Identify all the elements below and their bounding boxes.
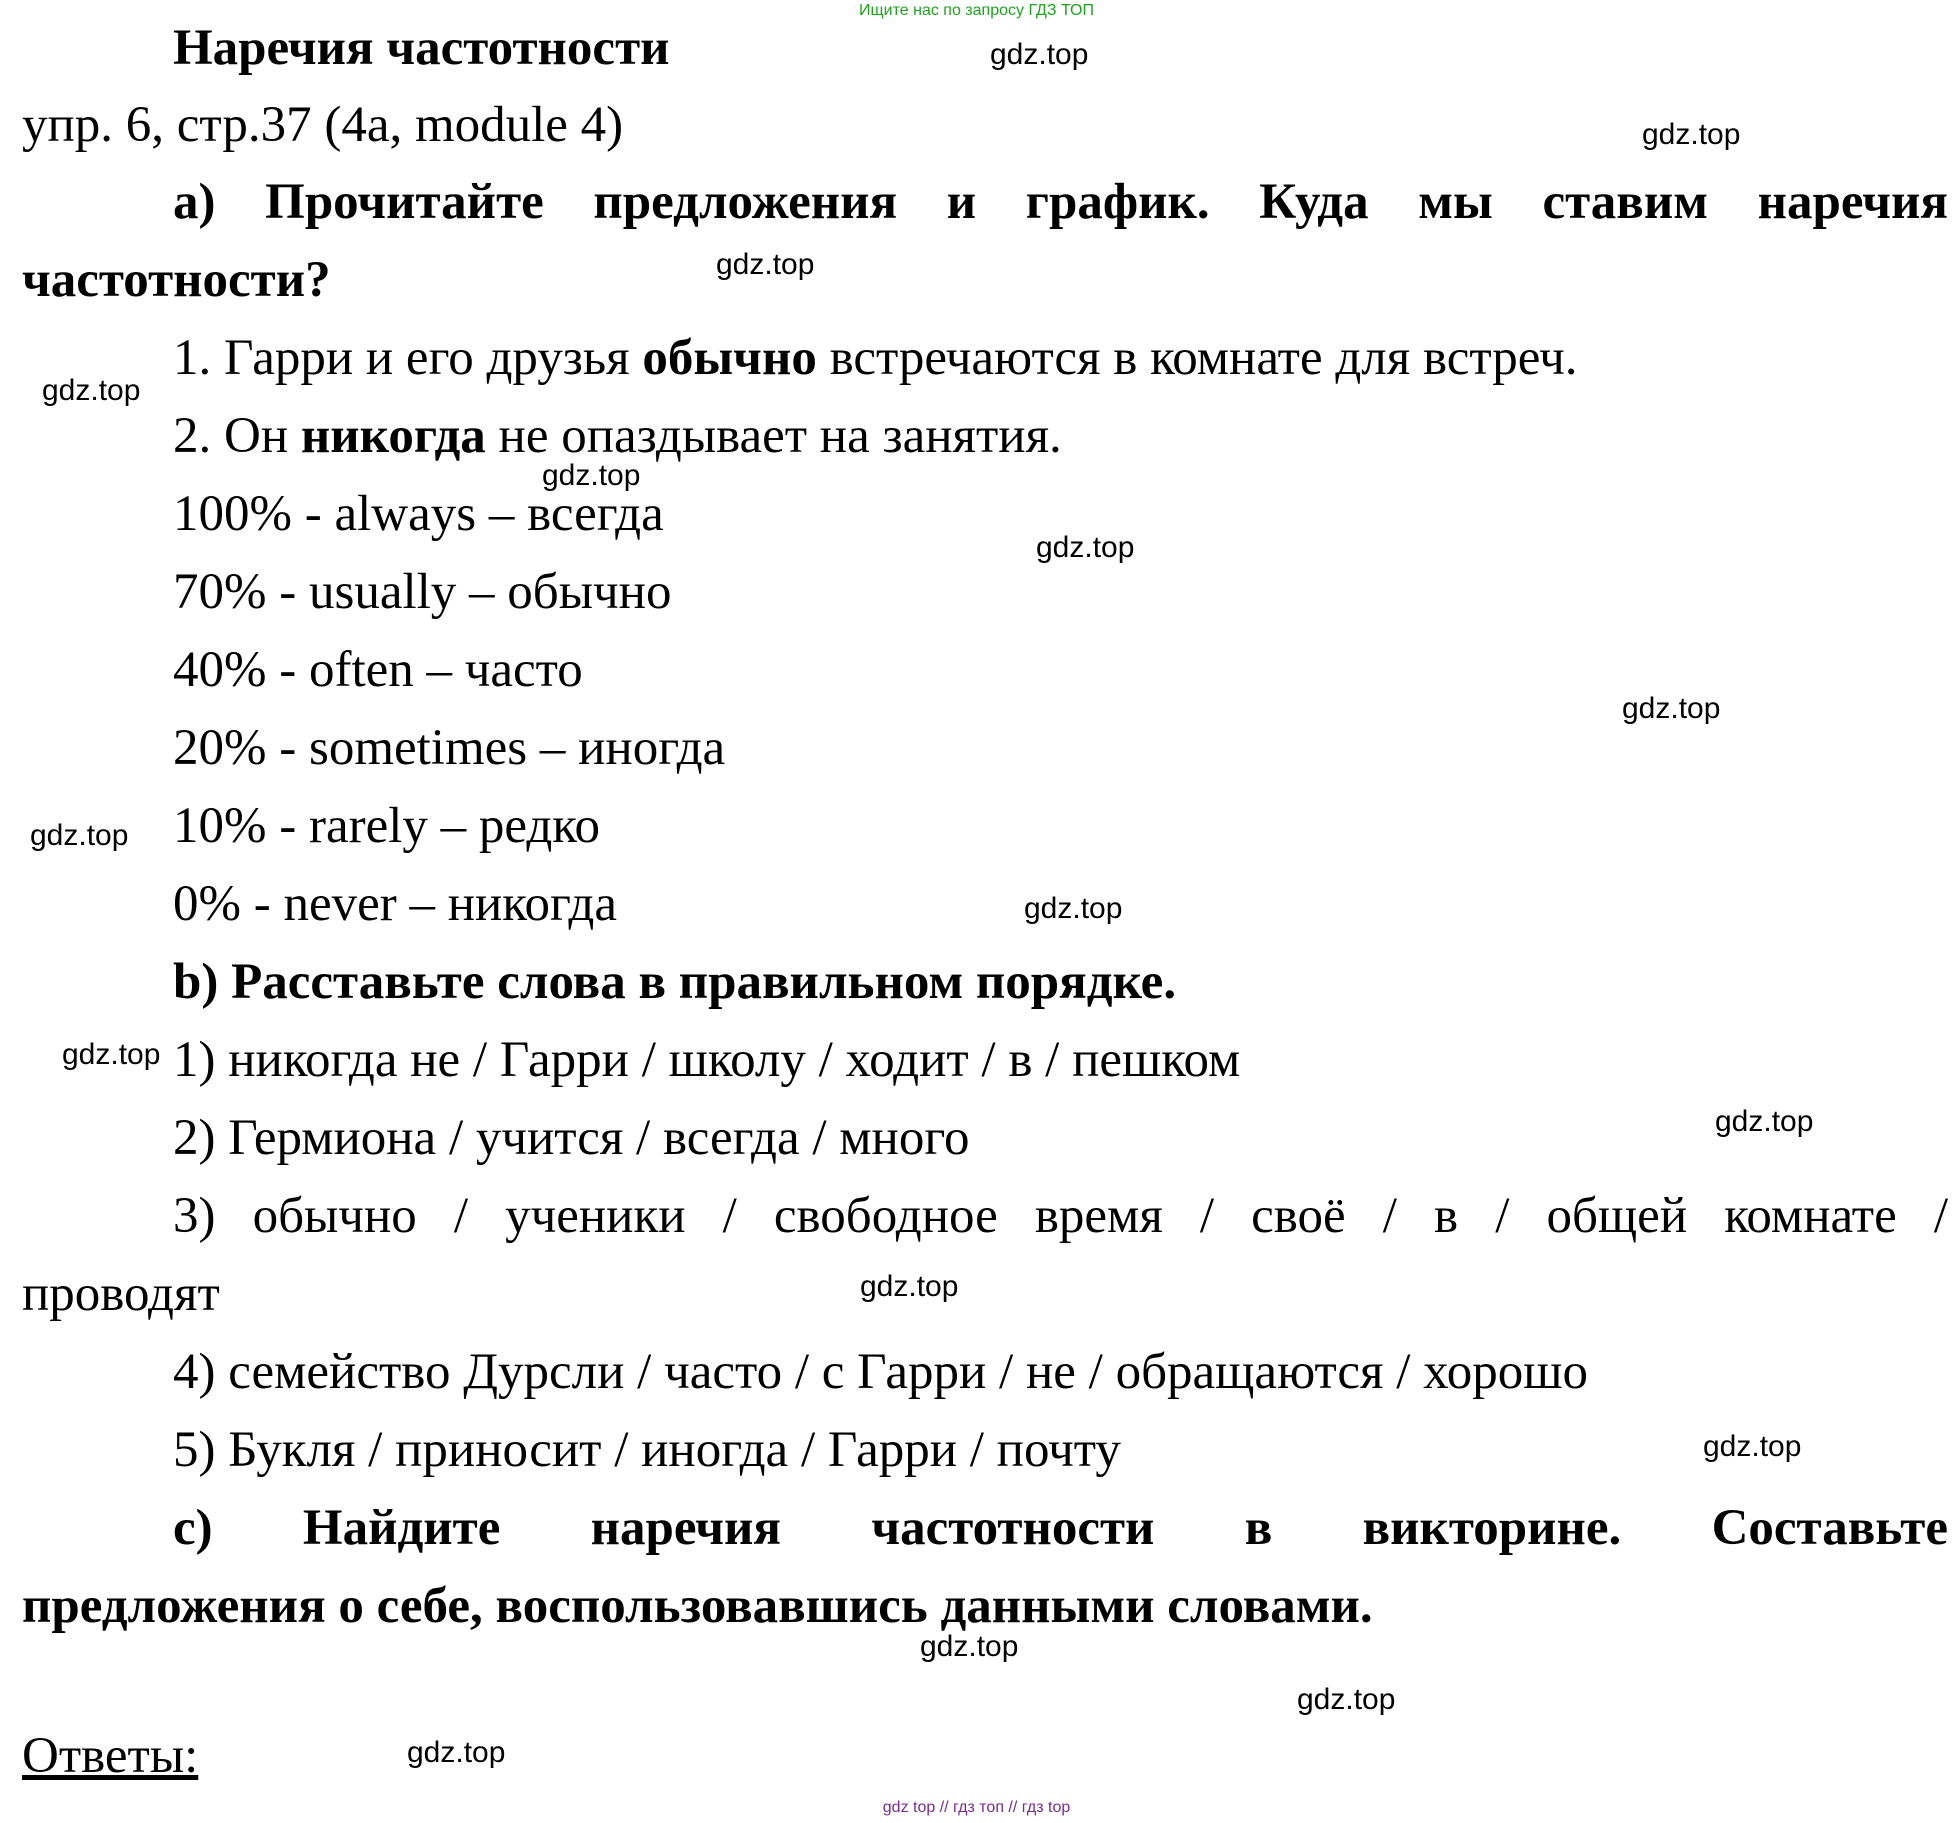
frequency-rarely: 10% - rarely – редко <box>173 798 600 854</box>
watermark: gdz.top <box>1703 1430 1802 1463</box>
example-sentence-2 <box>173 406 1062 466</box>
header-note[interactable]: Ищите нас по запросу ГДЗ ТОП <box>859 2 1094 19</box>
watermark: gdz.top <box>1622 692 1721 725</box>
sentence-2-adverb: никогда <box>300 408 486 464</box>
frequency-always: 100% - always – всегда <box>173 486 664 542</box>
frequency-usually: 70% - usually – обычно <box>173 564 672 620</box>
sentence-1-prefix: 1. Гарри и его друзья <box>173 330 643 386</box>
watermark: gdz.top <box>860 1270 959 1303</box>
task-b-item-4: 4) семейство Дурсли / часто / с Гарри / не / обращаются / хорошо <box>173 1344 1589 1400</box>
task-b-item-3-line1: 3) обычно / ученики / свободное время / своё / в / общей комнате / <box>173 1188 1948 1244</box>
exercise-reference: упр. 6, стр.37 (4a, module 4) <box>22 97 624 153</box>
watermark: gdz.top <box>716 248 815 281</box>
task-b-item-3-line2: проводят <box>22 1266 220 1322</box>
watermark: gdz.top <box>1024 892 1123 925</box>
watermark: gdz.top <box>920 1630 1019 1663</box>
watermark: gdz.top <box>1036 531 1135 564</box>
watermark: gdz.top <box>542 459 641 492</box>
sentence-1-suffix: встречаются в комнате для встреч. <box>816 330 1578 386</box>
task-c-heading-line1: c) Найдите наречия частотности в викторине. Составьте <box>173 1500 1948 1556</box>
task-b-item-2: 2) Гермиона / учится / всегда / много <box>173 1110 970 1166</box>
watermark: gdz.top <box>30 819 129 852</box>
frequency-never: 0% - never – никогда <box>173 876 617 932</box>
page-title: Наречия частотности <box>173 20 670 76</box>
watermark: gdz.top <box>62 1038 161 1071</box>
task-c-heading-line2: предложения о себе, воспользовавшись данными словами. <box>22 1578 1373 1634</box>
sentence-1-adverb: обычно <box>642 330 817 386</box>
watermark: gdz.top <box>1715 1105 1814 1138</box>
task-b-item-1: 1) никогда не / Гарри / школу / ходит / в / пешком <box>173 1032 1241 1088</box>
watermark: gdz.top <box>42 374 141 407</box>
watermark: gdz.top <box>990 38 1089 71</box>
sentence-2-suffix: не опаздывает на занятия. <box>485 408 1062 464</box>
example-sentence-1 <box>173 328 1578 388</box>
frequency-sometimes: 20% - sometimes – иногда <box>173 720 726 776</box>
frequency-often: 40% - often – часто <box>173 642 583 698</box>
watermark: gdz.top <box>1297 1683 1396 1716</box>
footer-note[interactable]: gdz top // гдз топ // гдз top <box>882 1799 1071 1816</box>
watermark: gdz.top <box>407 1736 506 1769</box>
sentence-2-prefix: 2. Он <box>173 408 301 464</box>
task-b-item-5: 5) Букля / приносит / иногда / Гарри / почту <box>173 1422 1121 1478</box>
task-a-heading-line2: частотности? <box>22 252 331 308</box>
watermark: gdz.top <box>1642 118 1741 151</box>
answers-label: Ответы: <box>22 1728 199 1784</box>
task-b-heading: b) Расставьте слова в правильном порядке. <box>173 954 1177 1010</box>
task-a-heading-line1: a) Прочитайте предложения и график. Куда мы ставим наречия <box>173 174 1948 230</box>
